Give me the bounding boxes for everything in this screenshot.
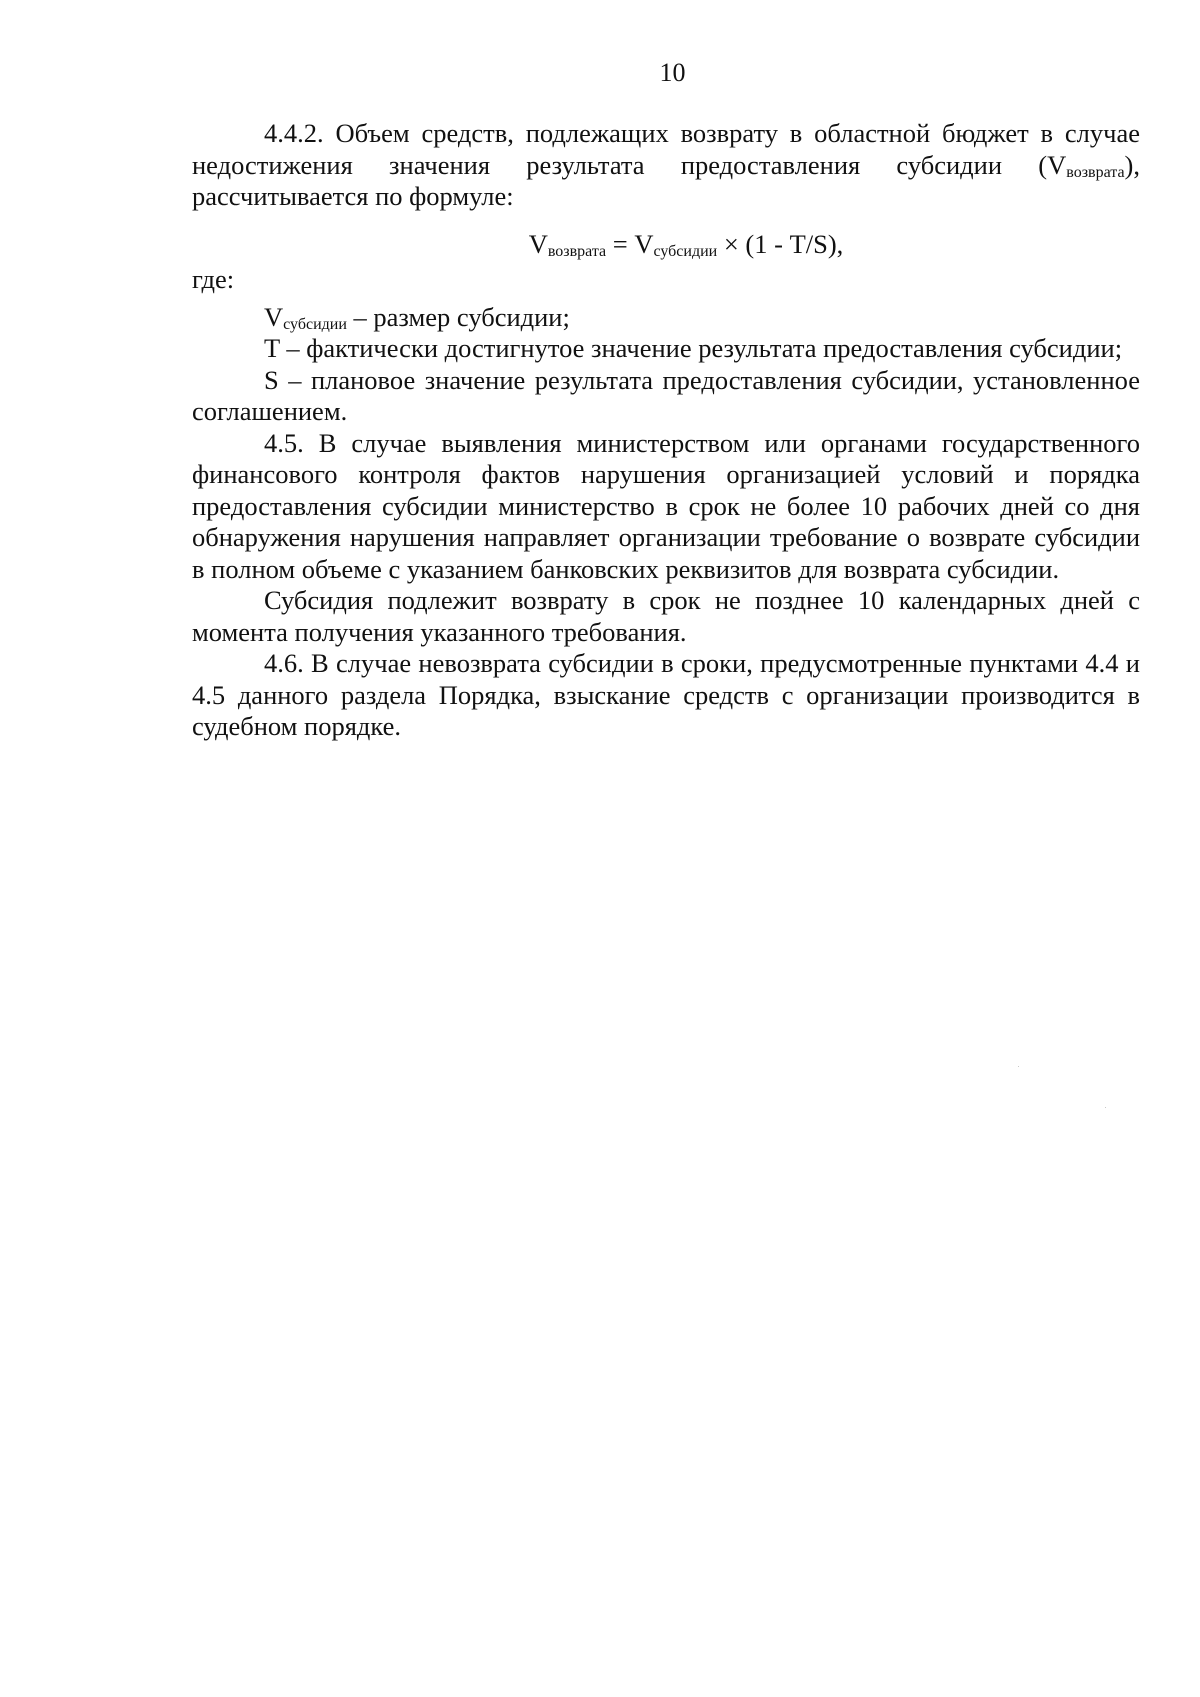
formula <box>192 229 1140 261</box>
formula-v2: V <box>634 228 654 259</box>
formula-sub1: возврата <box>547 242 607 260</box>
paragraph-4-6: 4.6. В случае невозврата субсидии в сроки, предусмотренные пунктами 4.4 и 4.5 данного раздела Порядка, взыскание средств с организации производится в судебном порядке. <box>192 648 1140 741</box>
def1-var: V <box>264 301 284 332</box>
formula-v1: V <box>528 228 548 259</box>
scan-artifact <box>1018 1066 1019 1067</box>
p442-subscript: возврата <box>1066 163 1125 181</box>
page-number: 10 <box>659 58 686 87</box>
p442-lead: 4.4.2. Объем средств, подлежащих возврату в областной бюджет в случае недостижения значения результата предоставления субсидии (V <box>192 118 1140 180</box>
def1-sub: субсидии <box>283 315 347 333</box>
formula-rest: × (1 - T/S), <box>717 228 844 259</box>
definition-t: T – фактически достигнутое значение результата предоставления субсидии; <box>264 333 1123 363</box>
formula-eq: = <box>606 228 635 259</box>
paragraph-4-5: 4.5. В случае выявления министерством или органами государственного финансового контроля фактов нарушения организацией условий и порядка предоставления субсидии министерство в срок не более 10 рабочих дней со дня обнаружения нарушения направляет организации требование о возврате субсидии в полном объеме с указанием банковских реквизитов для возврата субсидии. <box>192 427 1140 584</box>
def1-text: – размер субсидии; <box>346 301 570 332</box>
p442-tail: ), рассчитывается по формуле: <box>192 149 1140 211</box>
document-body <box>192 118 1140 743</box>
scan-artifact <box>1105 1107 1106 1108</box>
definition-v-subsidy <box>192 302 1140 334</box>
paragraph-4-4-2 <box>192 118 1140 213</box>
definition-s: S – плановое значение результата предоставления субсидии, установленное соглашением. <box>192 364 1140 426</box>
formula-sub2: субсидии <box>653 242 718 260</box>
where-label: где: <box>192 264 235 294</box>
paragraph-4-5-return: Субсидия подлежит возврату в срок не позднее 10 календарных дней с момента получения указанного требования. <box>192 585 1140 647</box>
